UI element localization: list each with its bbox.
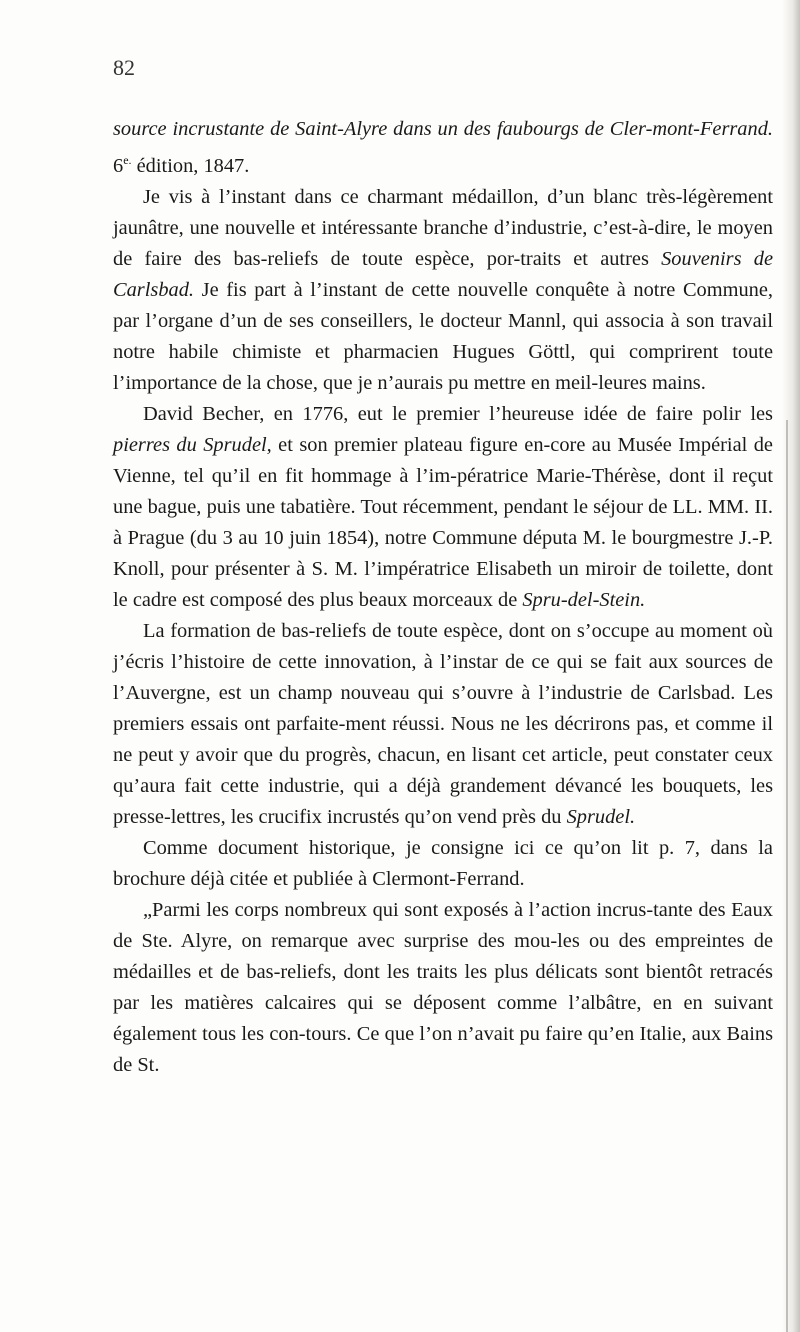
- text-segment: Je fis part à l’instant de cette nouvelle conquête à notre Commune, par l’organe d’un de ses conseillers, le docteur Mannl, qui associa à son travail notre habile chimiste et pharmacien Hugues Göttl, qui comprirent toute l’importance de la chose, que je n’aurais pu mettre en meil-leures mains.: [113, 278, 773, 394]
- text-segment: „Parmi les corps nombreux qui sont exposés à l’action incrus-tante des Eaux de Ste. Alyre, on remarque avec surprise des mou-les ou des empreintes de médailles et de bas-reliefs, dont les traits les plus délicats sont bientôt retracés par les matières calcaires qui se déposent comme l’albâtre, en en suivant également tous les con-tours. Ce que l’on n’avait pu faire qu’en Italie, aux Bains de St.: [113, 898, 773, 1076]
- text-segment: Je vis à l’instant dans ce charmant médaillon, d’un blanc très-légèrement jaunâtre, une nouvelle et intéressante branche d’industrie, c’est-à-dire, le moyen de faire des bas-reliefs de toute espèce, por-traits et autres: [113, 185, 773, 270]
- text-segment: 6: [113, 154, 124, 177]
- text-segment: et son premier plateau figure en-core au Musée Impérial de Vienne, tel qu’il en fit hommage à l’im-pératrice Marie-Thérèse, dont il reçut une bague, puis une tabatière. Tout récemment, pendant le séjour de LL. MM. II. à Prague (du 3 au 10 juin 1854), notre Commune députa M. le bourgmestre J.-P. Knoll, pour présenter à S. M. l’impératrice Elisabeth un miroir de toilette, dont le cadre est composé des plus beaux morceaux de: [113, 433, 773, 611]
- paragraph: [113, 114, 773, 182]
- paragraph: [113, 833, 773, 895]
- text-segment: Comme document historique, je consigne ici ce qu’on lit p. 7, dans la brochure déjà citée et publiée à Clermont-Ferrand.: [113, 836, 773, 890]
- italic-text: pierres du Sprudel,: [113, 433, 272, 456]
- text-segment: La formation de bas-reliefs de toute espèce, dont on s’occupe au moment où j’écris l’histoire de cette innovation, à l’instar de ce qui se fait aux sources de l’Auvergne, est un champ nouveau qui s’ouvre à l’industrie de Carlsbad. Les premiers essais ont parfaite-ment réussi. Nous ne les décrirons pas, et comme il ne peut y avoir que du progrès, chacun, en lisant cet article, peut constater ceux qu’aura fait cette industrie, qui a déjà grandement dévancé les bouquets, les presse-lettres, les crucifix incrustés qu’on vend près du: [113, 619, 773, 828]
- page-number: 82: [113, 55, 135, 80]
- page-edge-line: [786, 420, 788, 1332]
- paragraph: [113, 616, 773, 833]
- paragraph: [113, 182, 773, 399]
- text-segment: e.: [123, 153, 132, 167]
- italic-text: Souvenirs de Carlsbad.: [113, 247, 773, 301]
- italic-text: source incrustante de Saint-Alyre dans un des faubourgs de Cler-mont-Ferrand.: [113, 118, 773, 140]
- italic-text: Sprudel.: [566, 805, 636, 828]
- text-segment: édition, 1847.: [131, 154, 250, 177]
- italic-text: Spru-del-Stein.: [522, 588, 646, 611]
- body-text: [113, 114, 773, 1081]
- page-edge-shadow: [782, 0, 800, 1332]
- paragraph: [113, 895, 773, 1081]
- text-segment: David Becher, en 1776, eut le premier l’heureuse idée de faire polir les: [143, 402, 773, 425]
- paragraph: [113, 399, 773, 616]
